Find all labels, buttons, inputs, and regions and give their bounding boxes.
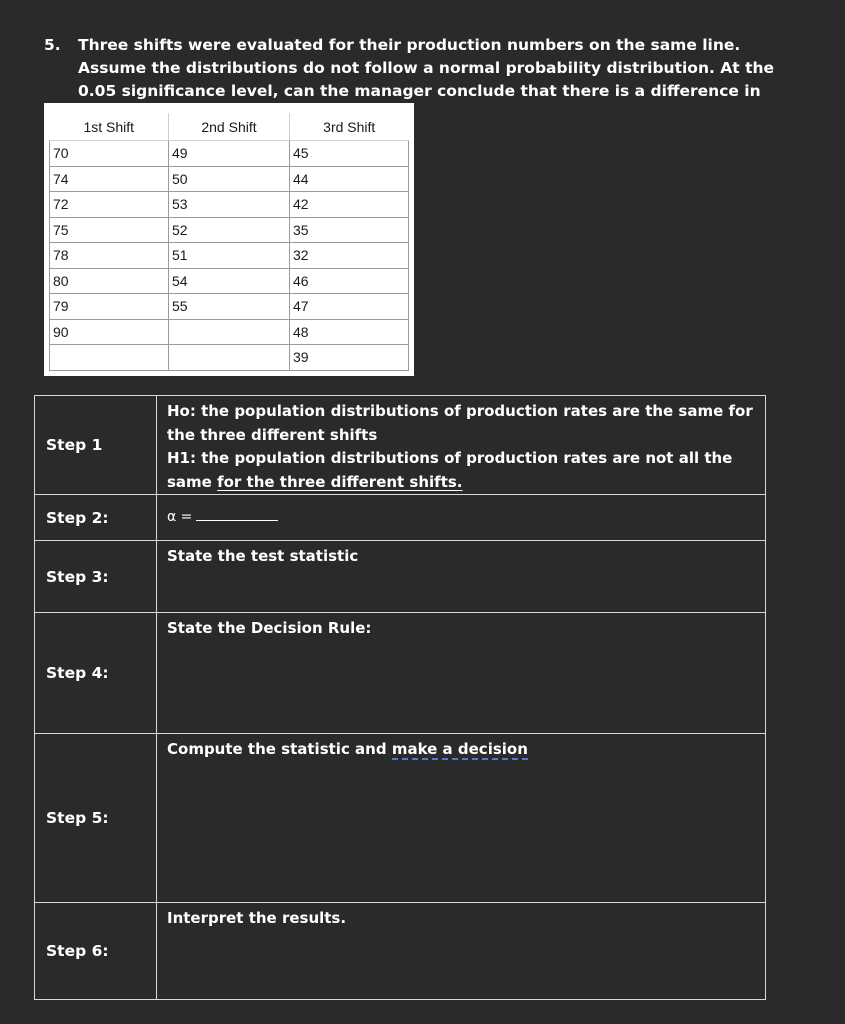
data-table-image xyxy=(44,103,414,376)
steps-table xyxy=(34,395,766,1000)
table-cell: 79 xyxy=(50,294,169,320)
table-cell: 52 xyxy=(169,217,290,243)
step-4-content[interactable]: State the Decision Rule: xyxy=(157,613,766,734)
table-cell: 74 xyxy=(50,166,169,192)
table-cell: 75 xyxy=(50,217,169,243)
step-label: Step 4: xyxy=(35,613,157,734)
step-label: Step 1 xyxy=(35,396,157,495)
table-cell: 90 xyxy=(50,319,169,345)
table-cell: 39 xyxy=(290,345,409,371)
table-cell: 78 xyxy=(50,243,169,269)
alternative-hypothesis: H1: the population distributions of production rates are not all the same for the three different shifts. xyxy=(167,449,733,491)
step-6-content[interactable]: Interpret the results. xyxy=(157,903,766,1000)
table-cell: 48 xyxy=(290,319,409,345)
null-hypothesis: Ho: the population distributions of production rates are the same for the three different shifts xyxy=(167,402,753,444)
table-row xyxy=(50,345,409,371)
step-label: Step 2: xyxy=(35,495,157,541)
step-1-content[interactable] xyxy=(157,396,766,495)
question-text: Three shifts were evaluated for their production numbers on the same line. Assume the distributions do not follow a normal probability distribution. At the 0.05 significance level, can the manager conclude that there is a difference in xyxy=(78,36,775,100)
step-row-5 xyxy=(35,734,766,903)
table-cell xyxy=(169,319,290,345)
table-cell: 55 xyxy=(169,294,290,320)
step-row-1 xyxy=(35,396,766,495)
step-label: Step 3: xyxy=(35,541,157,613)
step-row-2 xyxy=(35,495,766,541)
table-cell: 35 xyxy=(290,217,409,243)
data-table xyxy=(49,113,409,371)
table-cell: 49 xyxy=(169,141,290,167)
question-number: 5. xyxy=(44,36,61,54)
step-row-3 xyxy=(35,541,766,613)
table-cell: 54 xyxy=(169,268,290,294)
alpha-blank[interactable] xyxy=(196,506,278,521)
step-label: Step 6: xyxy=(35,903,157,1000)
step-3-content[interactable]: State the test statistic xyxy=(157,541,766,613)
col-header-3rd-shift: 3rd Shift xyxy=(290,113,409,141)
table-row xyxy=(50,166,409,192)
table-row xyxy=(50,217,409,243)
col-header-2nd-shift: 2nd Shift xyxy=(169,113,290,141)
table-cell: 44 xyxy=(290,166,409,192)
table-cell: 32 xyxy=(290,243,409,269)
step-row-6 xyxy=(35,903,766,1000)
table-row xyxy=(50,243,409,269)
table-cell xyxy=(169,345,290,371)
table-cell: 42 xyxy=(290,192,409,218)
table-cell xyxy=(50,345,169,371)
table-cell: 80 xyxy=(50,268,169,294)
table-cell: 51 xyxy=(169,243,290,269)
table-cell: 45 xyxy=(290,141,409,167)
table-row xyxy=(50,294,409,320)
make-a-decision-text: make a decision xyxy=(391,740,528,758)
table-cell: 72 xyxy=(50,192,169,218)
table-cell: 53 xyxy=(169,192,290,218)
table-cell: 50 xyxy=(169,166,290,192)
table-row xyxy=(50,319,409,345)
table-row xyxy=(50,192,409,218)
table-cell: 70 xyxy=(50,141,169,167)
step-label: Step 5: xyxy=(35,734,157,903)
col-header-1st-shift: 1st Shift xyxy=(50,113,169,141)
step-5-content[interactable]: Compute the statistic and make a decision xyxy=(157,734,766,903)
table-cell: 47 xyxy=(290,294,409,320)
step-row-4 xyxy=(35,613,766,734)
table-row xyxy=(50,141,409,167)
step-2-content[interactable] xyxy=(157,495,766,541)
alpha-label: α = xyxy=(167,509,193,526)
table-row xyxy=(50,268,409,294)
table-cell: 46 xyxy=(290,268,409,294)
